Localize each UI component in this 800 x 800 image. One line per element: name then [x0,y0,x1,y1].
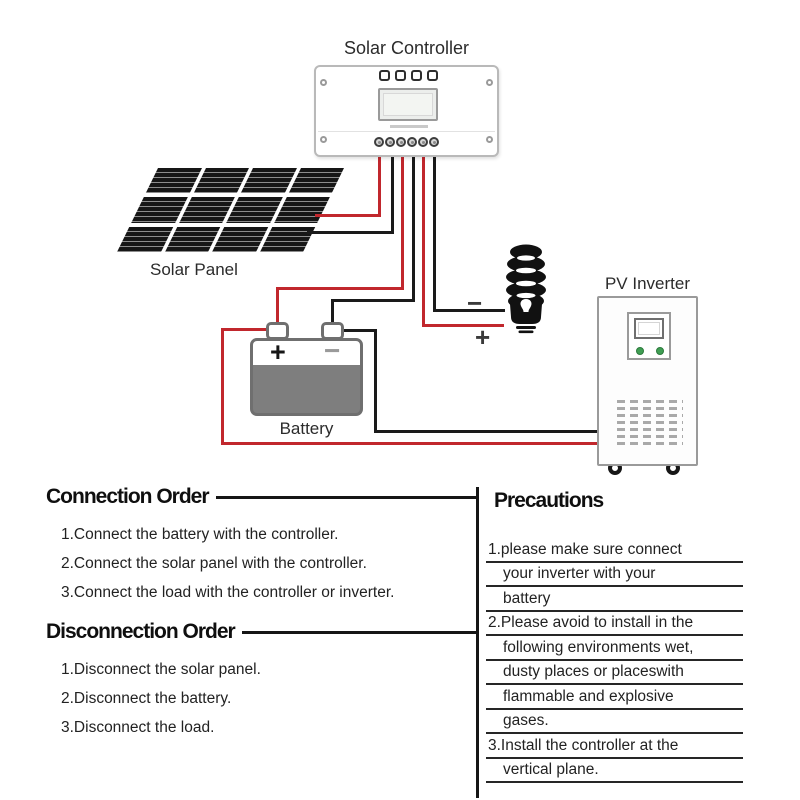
inverter-display [634,318,664,339]
screw-icon [486,136,493,143]
inverter-button [636,347,644,355]
precautions-list [486,538,743,783]
wire-inverter-positive-segment [221,328,269,331]
controller-terminal [429,137,439,147]
wire-load-negative-segment [433,157,436,312]
solar-panel-cell [131,197,187,222]
screw-icon [320,136,327,143]
solar-panel-cell [146,168,202,193]
connection-order-title: Connection Order [46,485,209,508]
solar-panel-cell [193,168,249,193]
solar-panel-cell [212,227,268,252]
wire-load-positive-segment [422,157,425,327]
wire-inverter-negative-segment [340,329,377,332]
solar-controller [314,65,499,157]
wire-panel-positive-segment [315,214,381,217]
controller-button [395,70,406,81]
wire-panel-negative-segment [307,231,394,234]
inverter-button [656,347,664,355]
precaution-line: 1.please make sure connect [486,538,743,563]
inverter-label: PV Inverter [604,274,691,293]
precaution-line: battery [486,587,743,612]
wire-battery-negative-segment [412,157,415,302]
wire-inverter-negative-segment [374,329,377,433]
cfl-bulb-icon [498,242,554,334]
connection-order-section [46,483,477,607]
wire-inverter-negative-segment [374,430,599,433]
controller-buttons [379,70,438,81]
solar-panel [117,168,344,252]
controller-seam [318,131,495,132]
pv-inverter [597,296,698,466]
precautions-title: Precautions [494,489,604,512]
heading-rule [242,631,477,634]
precaution-line: dusty places or placeswith [486,661,743,686]
wire-panel-negative-segment [391,157,394,234]
wire-load-positive-segment [422,324,504,327]
disconnection-order-section [46,618,477,742]
disconnection-step: 3.Disconnect the load. [61,719,215,736]
connection-step: 3.Connect the load with the controller or inverter. [61,584,395,601]
disconnection-order-title: Disconnection Order [46,620,235,643]
wire-inverter-positive-segment [221,442,599,445]
controller-button [427,70,438,81]
connection-step: 2.Connect the solar panel with the controller. [61,555,367,572]
disconnection-step: 2.Disconnect the battery. [61,690,232,707]
inverter-control-panel [627,312,671,360]
battery-top-band [253,338,360,367]
wire-battery-negative-segment [331,299,415,302]
precaution-line: vertical plane. [486,759,743,784]
precaution-line: your inverter with your [486,563,743,588]
wire-battery-negative-segment [331,299,334,324]
load-plus-label: + [475,322,491,352]
controller-terminal [396,137,406,147]
heading-rule [216,496,477,499]
solar-panel-cell [288,168,344,193]
precaution-line: 2.Please avoid to install in the [486,612,743,637]
wire-battery-positive-segment [276,287,279,324]
wire-inverter-positive-segment [221,328,224,445]
controller-label: Solar Controller [343,38,470,58]
load-minus-label: − [467,288,483,318]
wire-battery-positive-segment [401,157,404,290]
controller-terminal [407,137,417,147]
solar-panel-cell [165,227,221,252]
controller-terminal [385,137,395,147]
solar-panel-label: Solar Panel [150,260,238,279]
controller-terminals [374,137,439,147]
solar-panel-cell [241,168,297,193]
disconnection-step: 1.Disconnect the solar panel. [61,661,261,678]
battery [250,338,363,416]
precaution-line: gases. [486,710,743,735]
solar-panel-cell [117,227,173,252]
battery-label: Battery [279,419,334,438]
controller-terminal [374,137,384,147]
controller-lcd-screen [378,88,438,121]
battery-plus-sign: + [270,338,286,367]
controller-button [379,70,390,81]
connection-step: 1.Connect the battery with the controller. [61,526,339,543]
inverter-vents [617,400,683,449]
precaution-line: flammable and explosive [486,685,743,710]
precaution-line: 3.Install the controller at the [486,734,743,759]
solar-panel-cell [274,197,330,222]
controller-model-text [390,125,428,128]
wire-panel-positive-segment [378,157,381,217]
controller-terminal [418,137,428,147]
screw-icon [320,79,327,86]
battery-minus-sign: − [324,338,341,366]
screw-icon [486,79,493,86]
solar-panel-cell [226,197,282,222]
controller-button [411,70,422,81]
wire-battery-positive-segment [276,287,404,290]
precaution-line: following environments wet, [486,636,743,661]
solar-panel-cell [179,197,235,222]
